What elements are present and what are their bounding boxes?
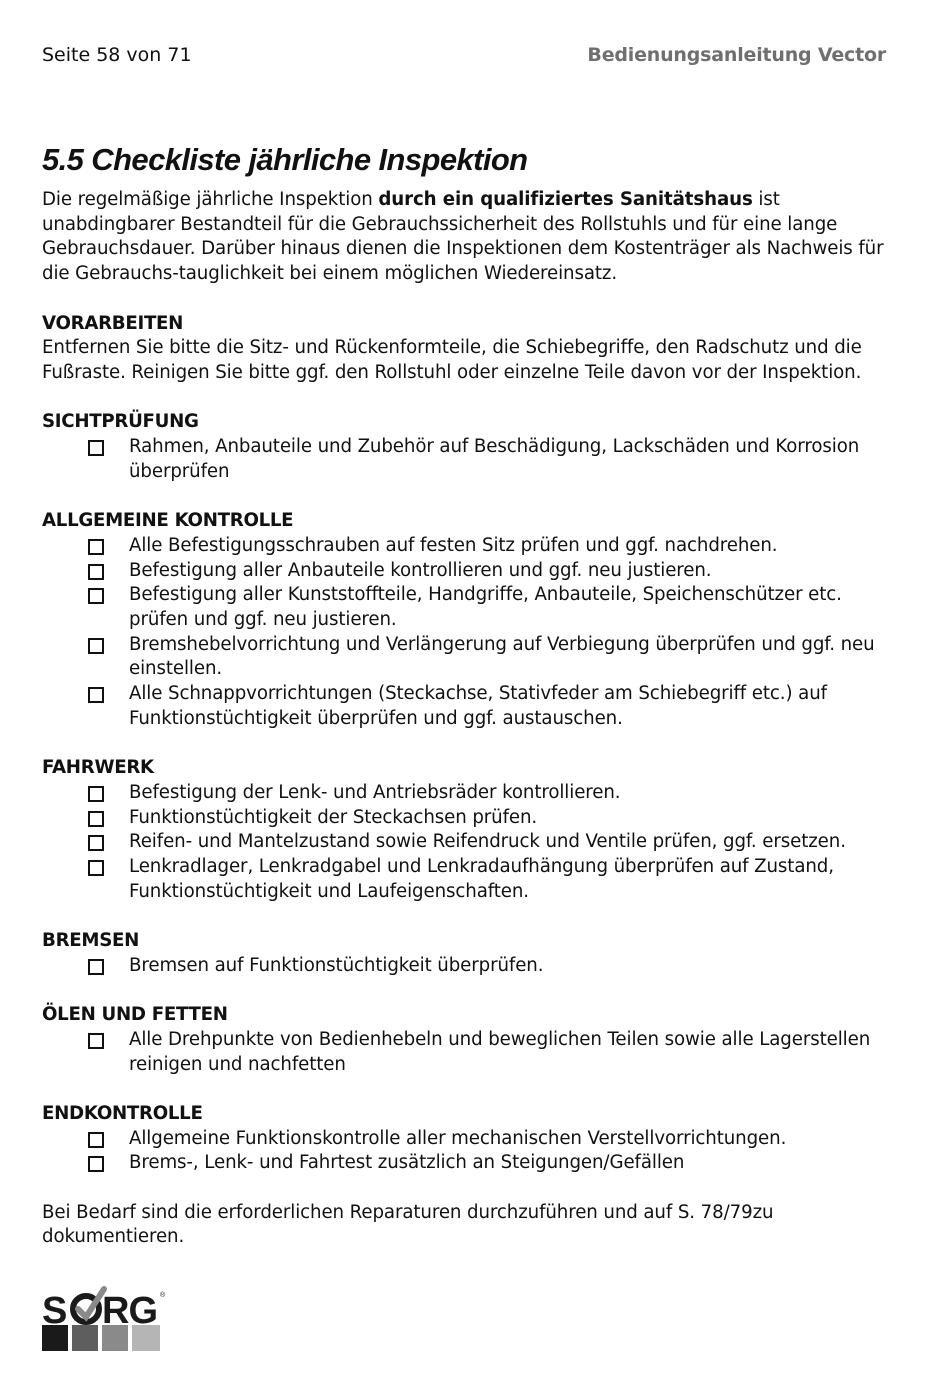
checklist-item [42, 682, 892, 731]
checklist [42, 435, 892, 484]
checkbox-icon [88, 786, 104, 802]
svg-text:®: ® [160, 1292, 166, 1299]
closing-paragraph: Bei Bedarf sind die erforderlichen Reparaturen durchzuführen und auf S. 78/79zu dokumentieren. [42, 1201, 774, 1248]
checkbox-icon [88, 588, 104, 604]
checkbox-icon [88, 440, 104, 456]
svg-text:RG: RG [102, 1290, 157, 1332]
intro-text-1: Die regelmäßige jährliche Inspektion [42, 189, 379, 210]
checklist-item [42, 1127, 892, 1152]
section-heading: ALLGEMEINE KONTROLLE [42, 510, 294, 532]
checkbox-icon [88, 539, 104, 555]
checkbox-icon [88, 1156, 104, 1172]
checklist-item-text: Befestigung der Lenk- und Antriebsräder kontrollieren. [129, 781, 621, 803]
checklist [42, 534, 892, 732]
checklist-item-text: Bremshebelvorrichtung und Verlängerung auf Verbiegung überprüfen und ggf. neu einstellen. [129, 633, 875, 680]
oelen-fetten-section [42, 1003, 892, 1077]
page-number: Seite 58 von 71 [42, 44, 192, 66]
bremsen-section [42, 929, 892, 978]
intro-text-2: ist unabdingbarer Bestandteil für die Gebrauchssicherheit des Rollstuhls und für eine lange Gebrauchsdauer. Darüber hinaus dienen die Inspektionen dem Kostenträger als Nachweis für die Gebrauchs-tauglichkeit bei einem möglichen Wiedereinsatz. [42, 189, 884, 285]
section-heading: ENDKONTROLLE [42, 1102, 203, 1124]
endkontrolle-section [42, 1102, 892, 1176]
section-heading: ÖLEN UND FETTEN [42, 1004, 228, 1026]
checkbox-icon [88, 860, 104, 876]
checkbox-icon [88, 564, 104, 580]
checklist-item-text: Brems-, Lenk- und Fahrtest zusätzlich an Steigungen/Gefällen [129, 1152, 685, 1174]
checklist-item [42, 806, 892, 831]
page-content [42, 142, 892, 1250]
checklist-item [42, 435, 892, 484]
checklist-item [42, 855, 892, 904]
checklist-item [42, 954, 892, 979]
checklist-item [42, 534, 892, 559]
sorg-logo [42, 1285, 170, 1353]
checklist-item-text: Befestigung aller Anbauteile kontrollieren und ggf. neu justieren. [129, 559, 712, 581]
checklist [42, 781, 892, 905]
page-header [42, 44, 886, 66]
checkbox-icon [88, 1033, 104, 1049]
checklist-item-text: Befestigung aller Kunststoffteile, Handgriffe, Anbauteile, Speichenschützer etc. prüfen und ggf. neu justieren. [129, 584, 842, 630]
section-title: 5.5 Checkliste jährliche Inspektion [42, 142, 528, 177]
document-title: Bedienungsanleitung Vector [587, 44, 886, 66]
checklist [42, 1127, 892, 1176]
checklist-item-text: Alle Drehpunkte von Bedienhebeln und beweglichen Teilen sowie alle Lagerstellen reinigen und nachfetten [129, 1028, 871, 1075]
checklist-item-text: Alle Befestigungsschrauben auf festen Sitz prüfen und ggf. nachdrehen. [129, 534, 778, 556]
intro-paragraph [42, 188, 892, 287]
vorarbeiten-text: Entfernen Sie bitte die Sitz- und Rückenformteile, die Schiebegriffe, den Radschutz und die Fußraste. Reinigen Sie bitte ggf. den Rollstuhl oder einzelne Teile davon vor der Inspektion. [42, 337, 862, 383]
svg-text:S: S [42, 1290, 67, 1332]
checkbox-icon [88, 959, 104, 975]
checkbox-icon [88, 1132, 104, 1148]
checkbox-icon [88, 811, 104, 827]
allgemeine-kontrolle-section [42, 509, 892, 731]
checklist-item-text: Alle Schnappvorrichtungen (Steckachse, Stativfeder am Schiebegriff etc.) auf Funktionstüchtigkeit überprüfen und ggf. austauschen. [129, 683, 827, 729]
section-heading: VORARBEITEN [42, 312, 184, 334]
checklist-item-text: Bremsen auf Funktionstüchtigkeit überprüfen. [129, 954, 544, 976]
checklist-item [42, 1151, 892, 1176]
intro-emphasis: durch ein qualifiziertes Sanitätshaus [378, 189, 753, 210]
checklist-item-text: Allgemeine Funktionskontrolle aller mechanischen Verstellvorrichtungen. [129, 1127, 787, 1149]
checklist-item-text: Rahmen, Anbauteile und Zubehör auf Beschädigung, Lackschäden und Korrosion überprüfen [129, 436, 860, 482]
checklist [42, 954, 892, 979]
checklist-item-text: Lenkradlager, Lenkradgabel und Lenkradaufhängung überprüfen auf Zustand, Funktionstüchtigkeit und Laufeigenschaften. [129, 855, 834, 902]
section-heading: BREMSEN [42, 930, 140, 952]
checkbox-icon [88, 835, 104, 851]
sichtpruefung-section [42, 410, 892, 484]
checklist-item [42, 633, 892, 682]
checklist-item [42, 1028, 892, 1077]
checklist [42, 1028, 892, 1077]
section-heading: SICHTPRÜFUNG [42, 411, 199, 433]
checklist-item [42, 830, 892, 855]
checkbox-icon [88, 638, 104, 654]
checklist-item [42, 781, 892, 806]
checkbox-icon [88, 687, 104, 703]
checklist-item [42, 583, 892, 632]
checklist-item-text: Funktionstüchtigkeit der Steckachsen prüfen. [129, 806, 538, 828]
checklist-item [42, 559, 892, 584]
section-heading: FAHRWERK [42, 757, 154, 779]
fahrwerk-section [42, 756, 892, 904]
checklist-item-text: Reifen- und Mantelzustand sowie Reifendruck und Ventile prüfen, ggf. ersetzen. [129, 831, 846, 853]
vorarbeiten-section [42, 312, 892, 386]
